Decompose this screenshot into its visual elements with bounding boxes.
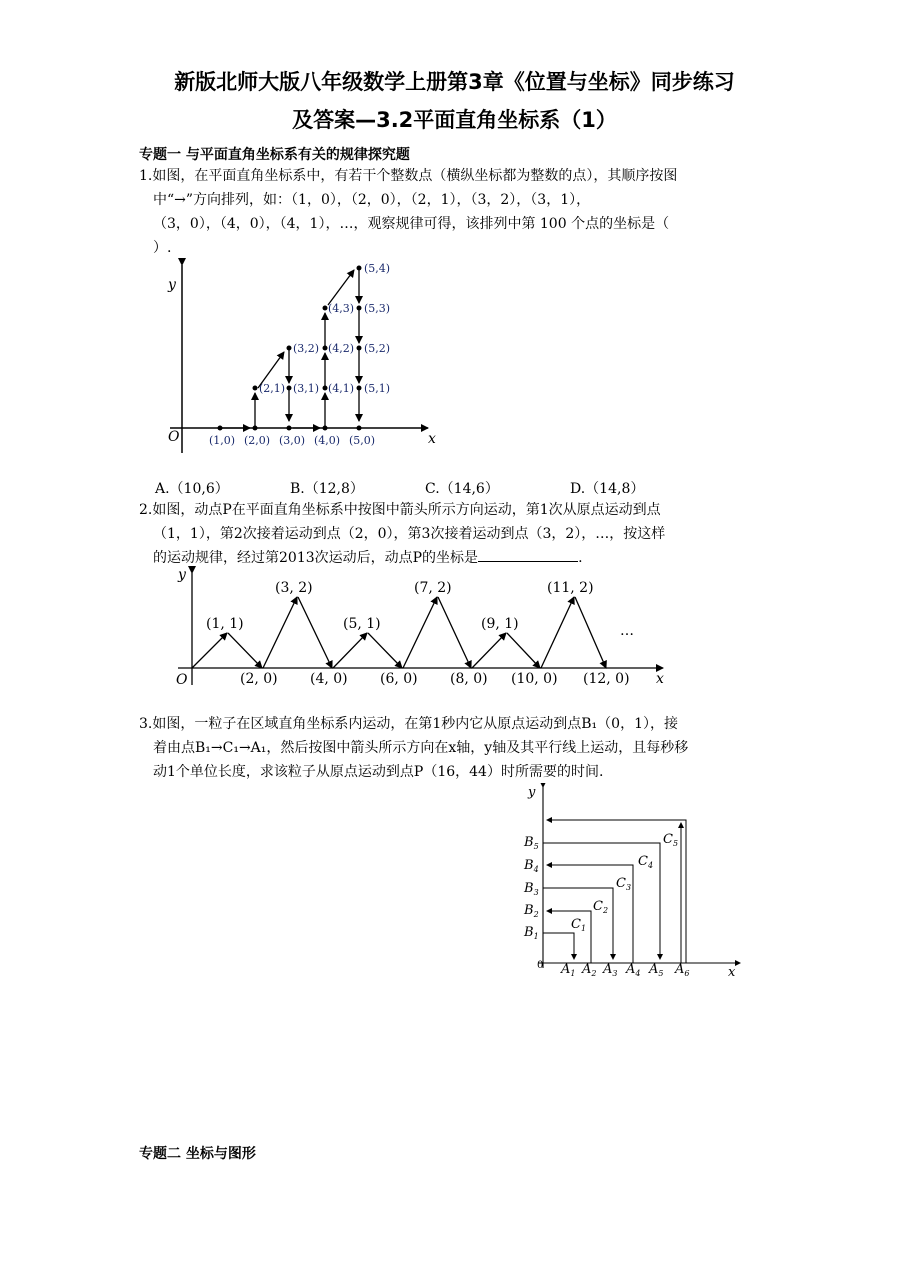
x-point-label: (8, 0) [450,671,488,687]
q1-line: （3，0），（4，0），（4，1），…，观察规律可得，该排列中第 100 个点的坐标是（ [153,216,670,232]
q2-line: （1，1），第2次接着运动到点（2，0），第3次接着运动到点（3，2），…，按这样 [153,526,666,542]
c-label: $C_4$ [638,854,654,870]
origin-label: O [176,672,188,688]
option-c: C.（14,6） [425,481,499,497]
figure-1-lattice-path [160,255,450,455]
peak-label: (3, 2) [275,580,313,596]
q2-line-text: 的运动规律，经过第2013次运动后，动点P的坐标是 [153,550,479,566]
point-label: (3,1) [293,382,320,395]
point-label: (5,2) [364,342,391,355]
y-axis-label: y [178,567,186,583]
a-label: $A_6$ [675,962,690,978]
c-label: $C_1$ [571,917,587,933]
a-label: $A_1$ [561,962,576,978]
q3-line: 3.如图，一粒子在区域直角坐标系内运动，在第1秒内它从原点运动到点B₁（0，1），接 [139,716,678,732]
q1-line: 中“→”方向排列，如：（1，0），（2，0），（2，1），（3，2），（3，1）， [153,192,591,208]
x-axis-label: x [656,671,664,687]
answer-blank [478,547,578,562]
x-point-label: (2,0) [244,434,271,447]
option-d: D.（14,8） [570,481,645,497]
y-axis-label: y [168,277,176,293]
point-label: (4,3) [328,302,355,315]
x-axis-label: x [428,431,436,447]
point-label: (3,2) [293,342,320,355]
q3-line: 动1个单位长度，求该粒子从原点运动到点P（16，44）时所需要的时间. [153,764,604,780]
document-title-line2: 及答案—3.2平面直角坐标系（1） [292,108,617,132]
x-point-label: (3,0) [279,434,306,447]
c-label: $C_3$ [616,876,632,892]
x-point-label: (4, 0) [310,671,348,687]
q3-line: 着由点B₁→C₁→A₁，然后按图中箭头所示方向在x轴，y轴及其平行线上运动，且每秒移 [153,740,689,756]
a-label: $A_4$ [626,962,641,978]
b-label: $B_4$ [524,858,539,874]
figure-3-particle-path [518,783,748,983]
question-1-text [139,164,779,260]
point-label: (5,1) [364,382,391,395]
point-label: (4,2) [328,342,355,355]
origin-label: 0 [537,960,544,971]
mid-label: (1, 1) [206,616,244,632]
x-point-label: (10, 0) [511,671,558,687]
x-point-label: (6, 0) [380,671,418,687]
q1-options [155,478,644,498]
c-label: $C_5$ [663,832,679,848]
peak-label: (7, 2) [414,580,452,596]
ellipsis: … [620,623,634,639]
question-2-text [139,498,779,570]
q1-line: ）. [153,240,172,256]
c-label: $C_2$ [593,899,609,915]
figure-2-zigzag-path [168,565,673,695]
section-heading-1: 专题一 与平面直角坐标系有关的规律探究题 [139,147,410,163]
x-point-label: (5,0) [349,434,376,447]
x-point-label: (1,0) [209,434,236,447]
point-label: (4,1) [328,382,355,395]
q1-line: 1.如图，在平面直角坐标系中，有若干个整数点（横纵坐标都为整数的点），其顺序按图 [139,168,678,184]
a-label: $A_5$ [649,962,664,978]
x-point-label: (2, 0) [240,671,278,687]
mid-label: (9, 1) [481,616,519,632]
point-label: (5,3) [364,302,391,315]
origin-label: O [168,429,180,445]
b-label: $B_2$ [524,903,539,919]
q2-line: 2.如图，动点P在平面直角坐标系中按图中箭头所示方向运动，第1次从原点运动到点 [139,502,661,518]
b-label: $B_5$ [524,835,539,851]
x-point-label: (12, 0) [583,671,630,687]
option-b: B.（12,8） [290,481,364,497]
a-label: $A_2$ [582,962,597,978]
y-axis-label: y [528,785,536,800]
x-point-label: (4,0) [314,434,341,447]
point-label: (2,1) [259,382,286,395]
question-3-text [139,712,779,784]
peak-label: (11, 2) [547,580,594,596]
document-title-line1: 新版北师大版八年级数学上册第3章《位置与坐标》同步练习 [174,70,735,94]
q2-line-end: . [578,550,583,566]
option-a: A.（10,6） [155,481,229,497]
a-label: $A_3$ [603,962,618,978]
section-heading-2: 专题二 坐标与图形 [139,1146,256,1162]
point-label: (5,4) [364,262,391,275]
mid-label: (5, 1) [343,616,381,632]
b-label: $B_1$ [524,925,539,941]
b-label: $B_3$ [524,881,539,897]
x-axis-label: x [728,965,736,980]
